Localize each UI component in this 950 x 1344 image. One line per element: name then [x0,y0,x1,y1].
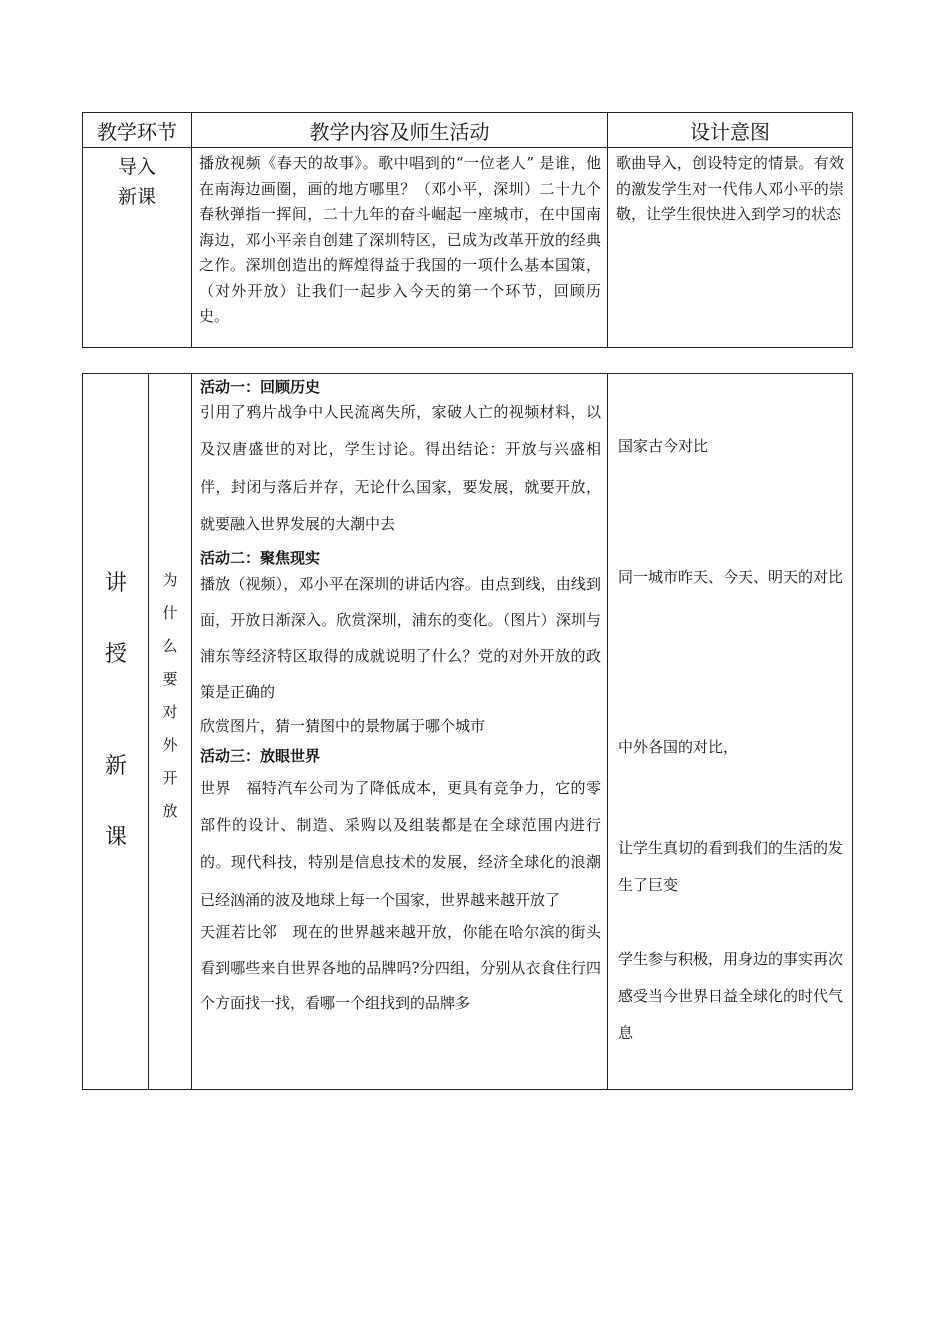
header-segment: 教学环节 [83,113,192,148]
activity-2-text-2: 欣赏图片，猜一猜图中的景物属于哪个城市 [200,716,486,735]
sub-char-7: 开 [162,769,178,787]
intent-1: 国家古今对比 [618,437,709,455]
intent-2: 同一城市昨天、今天、明天的对比 [618,568,844,586]
sub-char-1: 为 [162,571,178,589]
header-content: 教学内容及师生活动 [192,113,608,148]
activity-3-title: 活动三：放眼世界 [200,746,321,765]
content-cell [192,148,608,348]
sub-char-6: 外 [162,736,178,754]
intent-3: 中外各国的对比， [618,738,739,756]
activity-2-title: 活动二：聚焦现实 [200,548,321,567]
sub-char-2: 什 [162,604,178,622]
intro-content: 播放视频《春天的故事》。歌中唱到的“一位老人” 是谁，他在南海边画圈，画的地方哪里？（邓小平，深圳）二十九个春秋弹指一挥间，二十九年的奋斗崛起一座城市，在中国南海边，邓小平亲自创建了深圳特区，已成为改革开放的经典之作。深圳创造出的辉煌得益于我国的一项什么基本国策，（对外开放）让我们一起步入今天的第一个环节，回顾历史。 [199,154,601,325]
lesson-table-intro [82,112,853,348]
activity-1-title: 活动一：回顾历史 [200,378,321,396]
sub-topic-vertical [149,374,192,1090]
activity-1-text: 引用了鸦片战争中人民流离失所，家破人亡的视频材料，以及汉唐盛世的对比，学生讨论。得出结论：开放与兴盛相伴，封闭与落后并存，无论什么国家，要发展，就要开放，就要融入世界发展的大潮中去 [200,403,601,534]
segment-char-3: 新 [104,754,127,779]
design-intent-cell [608,374,853,1090]
segment-line-1: 导入 [117,156,156,178]
sub-char-8: 放 [162,802,178,820]
segment-char-2: 授 [104,642,127,667]
intent-5: 学生参与积极，用身边的事实再次感受当今世界日益全球化的时代气息 [618,950,844,1042]
segment-char-4: 课 [104,825,127,850]
activities-cell [192,374,608,1090]
sub-char-4: 要 [162,670,178,688]
segment-char-1: 讲 [104,571,127,596]
activity-2-text: 播放（视频），邓小平在深圳的讲话内容。由点到线，由线到面，开放日渐深入。欣赏深圳，浦东的变化。（图片）深圳与浦东等经济特区取得的成就说明了什么？党的对外开放的政策是正确的 [200,574,601,701]
intro-intent: 歌曲导入，创设特定的情景。有效的激发学生对一代伟人邓小平的崇敬，让学生很快进入到学习的状态 [616,154,844,223]
header-intent: 设计意图 [608,113,853,148]
segment-vertical [83,374,149,1090]
segment-cell [83,148,192,348]
activity-3-text-2: 天涯若比邻 现在的世界越来越开放，你能在哈尔滨的街头看到哪些来自世界各地的品牌吗?分四组，分别从衣食住行四个方面找一找，看哪一个组找到的品牌多 [200,923,601,1013]
intent-cell [608,148,853,348]
sub-char-3: 么 [162,637,178,655]
segment-line-2: 新课 [117,186,156,208]
intent-4: 让学生真切的看到我们的生活的发生了巨变 [618,839,844,894]
sub-char-5: 对 [162,703,178,721]
lesson-table-teaching [82,373,853,1090]
activity-3-text: 世界 福特汽车公司为了降低成本，更具有竞争力，它的零部件的设计、制造、采购以及组装都是在全球范围内进行的。现代科技，特别是信息技术的发展，经济全球化的浪潮已经汹涌的波及地球上每一个国家，世界越来越开放了 [200,778,601,909]
